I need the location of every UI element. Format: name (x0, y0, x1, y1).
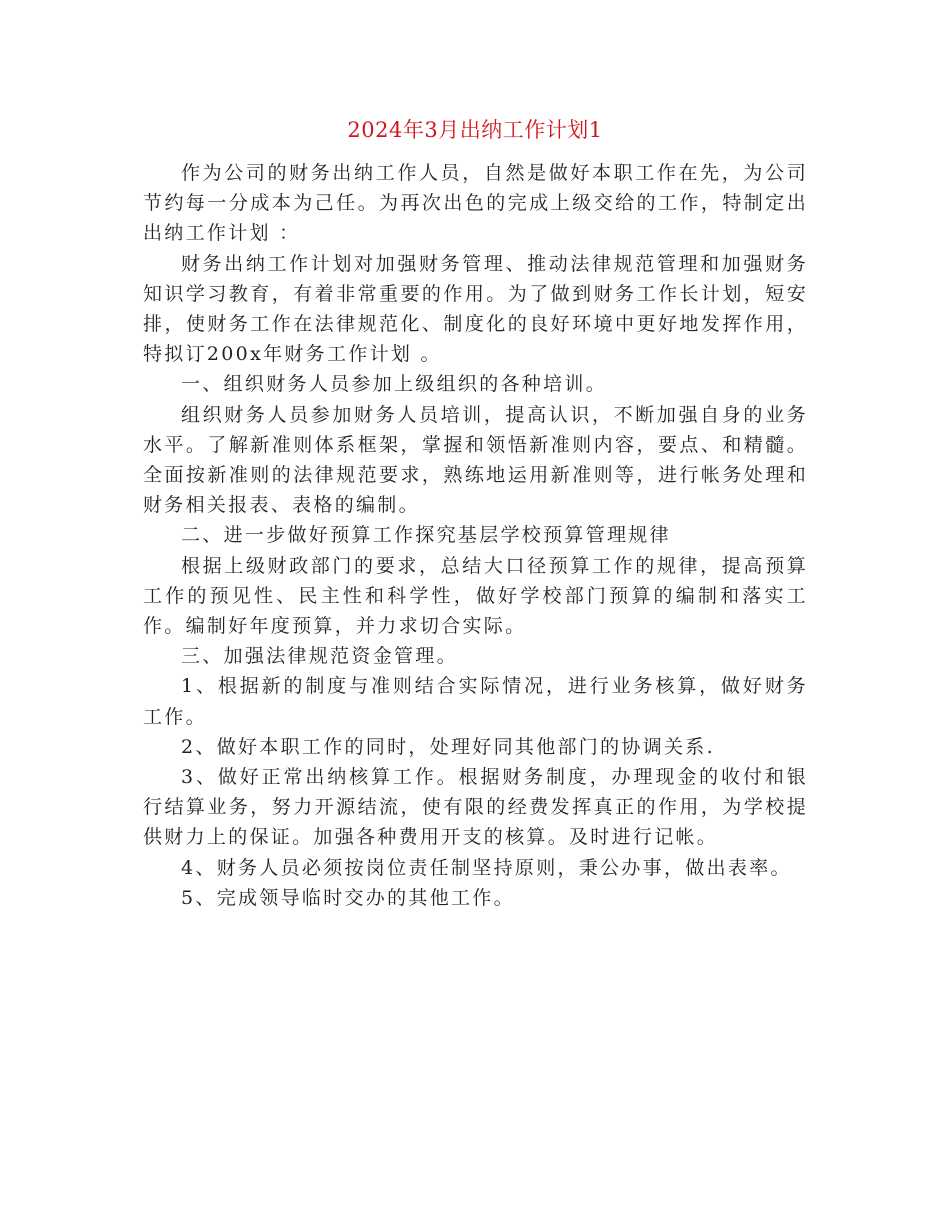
list-item-5: 5、完成领导临时交办的其他工作。 (181, 886, 515, 909)
document-title: 2024年3月出纳工作计划1 (347, 118, 603, 142)
list-item-4: 4、财务人员必须按岗位责任制坚持原则，秉公办事，做出表率。 (181, 856, 792, 879)
section-heading-funds: 三、加强法律规范资金管理。 (181, 645, 458, 668)
paragraph-intro: 作为公司的财务出纳工作人员，自然是做好本职工作在先，为公司节约每一分成本为己任。为再次出色的完成上级交给的工作，特制定出出纳工作计划 ： (143, 162, 808, 245)
list-item-1: 1、根据新的制度与准则结合实际情况，进行业务核算，做好财务工作。 (143, 675, 808, 728)
list-item-3: 3、做好正常出纳核算工作。根据财务制度，办理现金的收付和银行结算业务，努力开源结流，使有限的经费发挥真正的作用，为学校提供财力上的保证。加强各种费用开支的核算。及时进行记帐。 (143, 766, 808, 849)
paragraph-training: 组织财务人员参加财务人员培训，提高认识，不断加强自身的业务水平。了解新准则体系框架，掌握和领悟新准则内容，要点、和精髓。全面按新准则的法律规范要求，熟练地运用新准则等，进行帐务处理和财务相关报表、表格的编制。 (143, 403, 808, 517)
list-item-2: 2、做好本职工作的同时，处理好同其他部门的协调关系. (181, 735, 715, 758)
section-heading-training: 一、组织财务人员参加上级组织的各种培训。 (181, 373, 608, 396)
document-body (143, 158, 808, 913)
section-heading-budget: 二、进一步做好预算工作探究基层学校预算管理规律 (181, 524, 671, 547)
paragraph-purpose: 财务出纳工作计划对加强财务管理、推动法律规范管理和加强财务知识学习教育，有着非常重要的作用。为了做到财务工作长计划，短安排，使财务工作在法律规范化、制度化的良好环境中更好地发挥作用，特拟订200x年财务工作计划 。 (143, 252, 808, 366)
paragraph-budget: 根据上级财政部门的要求，总结大口径预算工作的规律，提高预算工作的预见性、民主性和科学性，做好学校部门预算的编制和落实工作。编制好年度预算，并力求切合实际。 (143, 554, 808, 638)
